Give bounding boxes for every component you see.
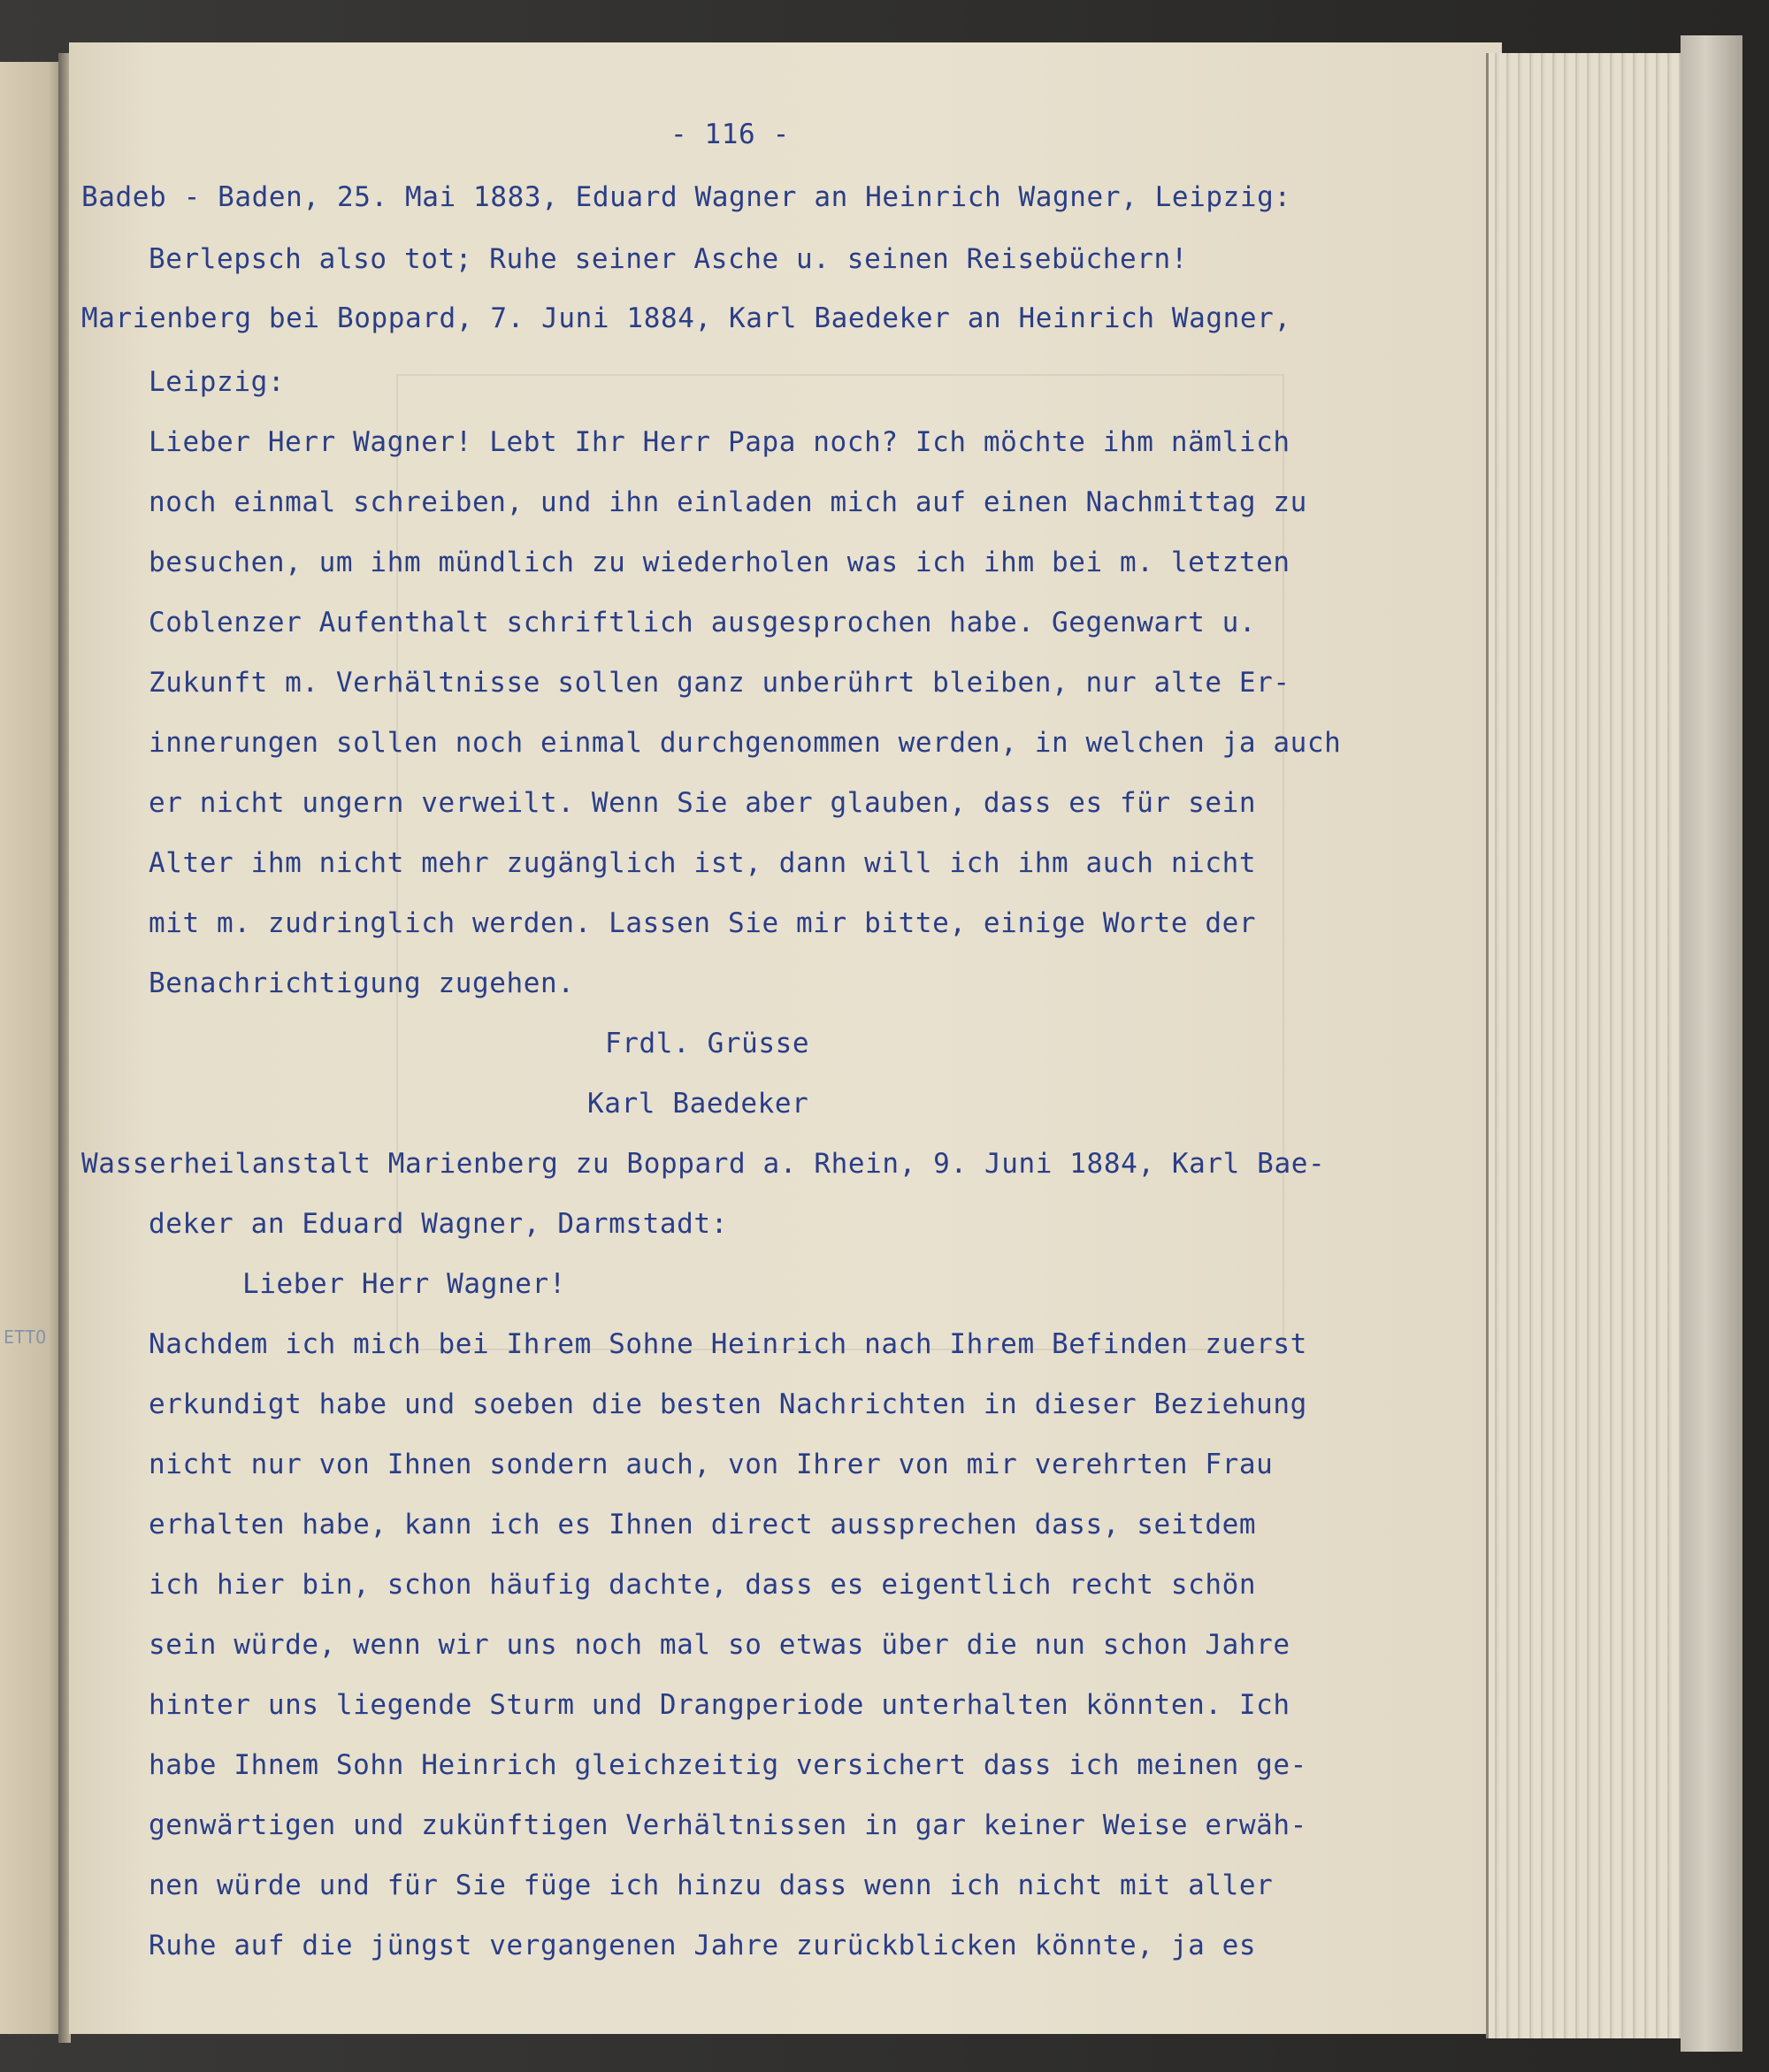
text-line: Wasserheilanstalt Marienberg zu Boppard a. Rhein, 9. Juni 1884, Karl Bae-: [81, 1148, 1326, 1180]
closing-greeting: Frdl. Grüsse: [605, 1028, 810, 1059]
text-line: erkundigt habe und soeben die besten Nachrichten in dieser Beziehung: [149, 1388, 1307, 1420]
document-page: [69, 42, 1502, 2034]
text-line: innerungen sollen noch einmal durchgenommen werden, in welchen ja auch: [149, 727, 1342, 759]
signature-name: Karl Baedeker: [587, 1088, 809, 1120]
text-line: hinter uns liegende Sturm und Drangperiode unterhalten könnten. Ich: [149, 1689, 1290, 1721]
text-line: sein würde, wenn wir uns noch mal so etwas über die nun schon Jahre: [149, 1629, 1290, 1661]
text-line: nicht nur von Ihnen sondern auch, von Ihrer von mir verehrten Frau: [149, 1449, 1274, 1480]
text-line: noch einmal schreiben, und ihn einladen mich auf einen Nachmittag zu: [149, 486, 1307, 518]
text-line: Marienberg bei Boppard, 7. Juni 1884, Karl Baedeker an Heinrich Wagner,: [81, 302, 1291, 334]
text-line: deker an Eduard Wagner, Darmstadt:: [149, 1208, 728, 1240]
text-line: besuchen, um ihm mündlich zu wiederholen was ich ihm bei m. letzten: [149, 547, 1290, 578]
text-line: Zukunft m. Verhältnisse sollen ganz unberührt bleiben, nur alte Er-: [149, 667, 1290, 699]
text-line: Benachrichtigung zugehen.: [149, 967, 575, 999]
text-line: Badeb - Baden, 25. Mai 1883, Eduard Wagner an Heinrich Wagner, Leipzig:: [81, 181, 1291, 213]
text-line: ich hier bin, schon häufig dachte, dass es eigentlich recht schön: [149, 1569, 1257, 1601]
text-line: Coblenzer Aufenthalt schriftlich ausgesprochen habe. Gegenwart u.: [149, 607, 1257, 638]
text-line: erhalten habe, kann ich es Ihnen direct aussprechen dass, seitdem: [149, 1509, 1257, 1541]
text-line: er nicht ungern verweilt. Wenn Sie aber glauben, dass es für sein: [149, 787, 1257, 819]
left-page-stamp: ETTO: [4, 1327, 47, 1348]
back-cover-edge: [1681, 35, 1742, 2052]
text-line: Berlepsch also tot; Ruhe seiner Asche u. seinen Reisebüchern!: [149, 243, 1189, 275]
text-line: Lieber Herr Wagner! Lebt Ihr Herr Papa noch? Ich möchte ihm nämlich: [149, 426, 1290, 458]
left-page-edge: [0, 62, 62, 2034]
text-line: Leipzig:: [149, 366, 286, 398]
salutation: Lieber Herr Wagner!: [242, 1268, 567, 1300]
text-line: genwärtigen und zukünftigen Verhältnissen in gar keiner Weise erwäh-: [149, 1809, 1307, 1841]
page-number: - 116 -: [670, 119, 790, 150]
text-line: nen würde und für Sie füge ich hinzu dass wenn ich nicht mit aller: [149, 1869, 1274, 1901]
text-line: Alter ihm nicht mehr zugänglich ist, dann will ich ihm auch nicht: [149, 847, 1257, 879]
text-line: Ruhe auf die jüngst vergangenen Jahre zurückblicken könnte, ja es: [149, 1930, 1257, 1961]
page-stack-edge: [1486, 53, 1692, 2038]
text-line: mit m. zudringlich werden. Lassen Sie mir bitte, einige Worte der: [149, 907, 1257, 939]
text-line: habe Ihnem Sohn Heinrich gleichzeitig versichert dass ich meinen ge-: [149, 1749, 1307, 1781]
text-line: Nachdem ich mich bei Ihrem Sohne Heinrich nach Ihrem Befinden zuerst: [149, 1328, 1307, 1360]
